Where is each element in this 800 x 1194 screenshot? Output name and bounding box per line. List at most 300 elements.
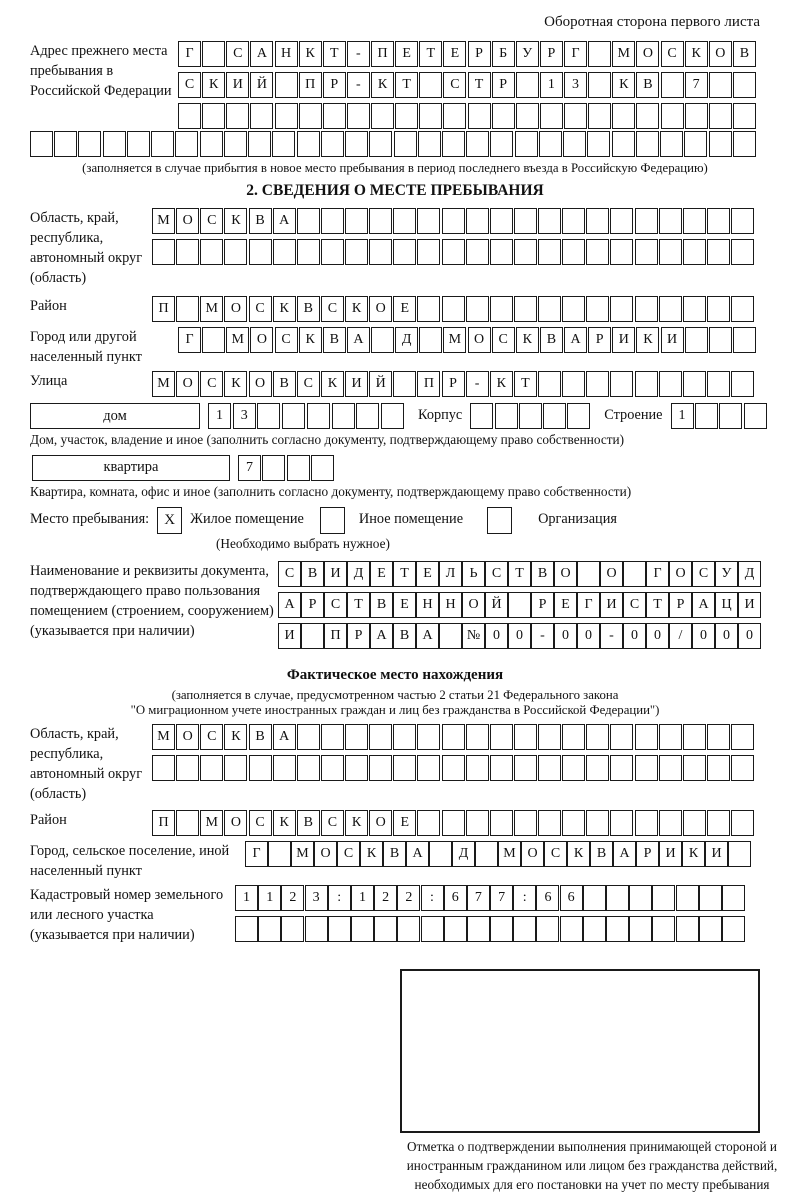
char-cell: /: [669, 623, 692, 649]
char-row: [152, 371, 754, 397]
char-cell: А: [406, 841, 429, 867]
char-cell: С: [226, 41, 249, 67]
char-row: [152, 239, 754, 265]
char-cell: [103, 131, 126, 157]
char-cell: [707, 371, 730, 397]
char-cell: [495, 403, 518, 429]
char-cell: [235, 916, 258, 942]
char-cell: К: [321, 371, 344, 397]
char-cell: [490, 296, 513, 322]
stay-option-label-residential: Жилое помещение: [190, 511, 304, 528]
stay-option-label-organization: Организация: [538, 511, 617, 528]
char-cell: [490, 916, 513, 942]
char-cell: [268, 841, 291, 867]
char-cell: [516, 72, 539, 98]
char-cell: Т: [508, 561, 531, 587]
char-cell: [200, 131, 223, 157]
char-cell: В: [301, 561, 324, 587]
char-cell: М: [226, 327, 249, 353]
char-cell: Ь: [462, 561, 485, 587]
char-cell: [733, 103, 756, 129]
char-cell: О: [224, 296, 247, 322]
char-cell: [587, 131, 610, 157]
char-cell: С: [492, 327, 515, 353]
char-cell: [151, 131, 174, 157]
char-cell: [560, 916, 583, 942]
char-cell: В: [249, 724, 272, 750]
char-cell: В: [590, 841, 613, 867]
char-cell: И: [345, 371, 368, 397]
char-cell: В: [323, 327, 346, 353]
char-cell: [652, 916, 675, 942]
char-cell: [610, 296, 633, 322]
char-cell: П: [324, 623, 347, 649]
char-cell: [707, 810, 730, 836]
char-cell: [538, 810, 561, 836]
char-cell: И: [226, 72, 249, 98]
char-cell: С: [485, 561, 508, 587]
char-cell: [540, 103, 563, 129]
char-cell: [635, 208, 658, 234]
char-cell: 0: [577, 623, 600, 649]
char-cell: Г: [646, 561, 669, 587]
char-cell: [466, 810, 489, 836]
char-cell: С: [249, 810, 272, 836]
char-cell: [369, 131, 392, 157]
char-cell: Л: [439, 561, 462, 587]
char-cell: [612, 103, 635, 129]
prev-address-block: [30, 41, 760, 129]
char-cell: Т: [646, 592, 669, 618]
char-cell: И: [659, 841, 682, 867]
char-cell: 2: [374, 885, 397, 911]
char-cell: К: [202, 72, 225, 98]
char-cell: [202, 103, 225, 129]
char-cell: [371, 327, 394, 353]
char-cell: [321, 208, 344, 234]
section2-title: 2. СВЕДЕНИЯ О МЕСТЕ ПРЕБЫВАНИЯ: [246, 182, 544, 199]
char-cell: [733, 327, 756, 353]
char-cell: [224, 755, 247, 781]
char-cell: 3: [564, 72, 587, 98]
char-cell: [514, 810, 537, 836]
char-cell: И: [661, 327, 684, 353]
char-cell: [395, 103, 418, 129]
char-cell: [466, 208, 489, 234]
stroenie-label: Строение: [604, 407, 663, 423]
house-type-box: дом: [30, 403, 200, 429]
char-cell: [490, 239, 513, 265]
char-cell: [676, 885, 699, 911]
char-cell: [273, 239, 296, 265]
char-cell: [429, 841, 452, 867]
char-cell: [636, 131, 659, 157]
char-cell: [538, 208, 561, 234]
char-cell: [369, 724, 392, 750]
char-cell: С: [321, 296, 344, 322]
char-cell: [442, 208, 465, 234]
char-cell: Й: [485, 592, 508, 618]
char-cell: [297, 724, 320, 750]
char-cell: К: [345, 810, 368, 836]
char-cell: [659, 208, 682, 234]
char-row: [178, 72, 756, 98]
char-cell: [733, 72, 756, 98]
char-cell: М: [152, 371, 175, 397]
char-cell: [514, 239, 537, 265]
char-cell: М: [443, 327, 466, 353]
char-cell: В: [249, 208, 272, 234]
char-cell: Р: [468, 41, 491, 67]
char-cell: Г: [577, 592, 600, 618]
char-cell: 0: [738, 623, 761, 649]
char-cell: [623, 561, 646, 587]
char-cell: С: [544, 841, 567, 867]
char-cell: [419, 103, 442, 129]
char-cell: [731, 208, 754, 234]
char-cell: [709, 131, 732, 157]
doc-block: [30, 561, 760, 661]
char-cell: А: [692, 592, 715, 618]
char-cell: А: [273, 208, 296, 234]
char-cell: [490, 724, 513, 750]
char-cell: С: [443, 72, 466, 98]
char-cell: [176, 810, 199, 836]
char-cell: [629, 916, 652, 942]
char-cell: [588, 72, 611, 98]
char-cell: [586, 239, 609, 265]
char-cell: Р: [492, 72, 515, 98]
char-cell: [381, 403, 404, 429]
char-cell: 2: [397, 885, 420, 911]
char-cell: [610, 810, 633, 836]
char-cell: [249, 755, 272, 781]
char-cell: [30, 131, 53, 157]
char-cell: [345, 208, 368, 234]
char-cell: О: [462, 592, 485, 618]
char-cell: [610, 208, 633, 234]
region-block: [30, 208, 760, 292]
char-cell: С: [661, 41, 684, 67]
char-cell: [321, 131, 344, 157]
char-cell: [683, 755, 706, 781]
char-cell: М: [291, 841, 314, 867]
char-cell: [152, 239, 175, 265]
char-cell: Т: [419, 41, 442, 67]
char-cell: Е: [393, 592, 416, 618]
char-cell: К: [345, 296, 368, 322]
char-cell: Н: [439, 592, 462, 618]
char-cell: [731, 724, 754, 750]
char-cell: -: [531, 623, 554, 649]
char-cell: Г: [245, 841, 268, 867]
char-cell: [661, 72, 684, 98]
house-caption: Дом, участок, владение и иное (заполнить согласно документу, подтверждающему право собственности): [30, 432, 625, 447]
char-cell: [659, 810, 682, 836]
char-cell: [442, 755, 465, 781]
char-row: [245, 841, 745, 867]
char-cell: [417, 724, 440, 750]
char-cell: 1: [208, 403, 231, 429]
char-cell: С: [200, 371, 223, 397]
char-cell: [442, 239, 465, 265]
char-cell: [442, 810, 465, 836]
char-cell: [515, 131, 538, 157]
char-cell: О: [369, 296, 392, 322]
char-cell: К: [273, 810, 296, 836]
char-cell: [728, 841, 751, 867]
page-side-note: Оборотная сторона первого листа: [544, 14, 760, 30]
char-cell: С: [275, 327, 298, 353]
char-cell: [635, 296, 658, 322]
char-cell: О: [224, 810, 247, 836]
char-cell: 0: [508, 623, 531, 649]
char-cell: [513, 916, 536, 942]
char-cell: [176, 755, 199, 781]
doc-label: Наименование и реквизиты документа, подтверждающего право пользования помещением (строением, сооружением) (указывается при наличии): [30, 562, 274, 639]
char-cell: К: [299, 41, 322, 67]
char-cell: [733, 131, 756, 157]
char-row: [178, 327, 756, 353]
char-cell: [393, 371, 416, 397]
char-cell: [475, 841, 498, 867]
char-cell: Й: [250, 72, 273, 98]
char-cell: [442, 131, 465, 157]
char-cell: 2: [281, 885, 304, 911]
char-cell: О: [369, 810, 392, 836]
char-cell: [562, 810, 585, 836]
char-cell: С: [297, 371, 320, 397]
char-cell: Е: [393, 810, 416, 836]
char-cell: [417, 208, 440, 234]
actual-city-block: [30, 841, 760, 883]
char-cell: [467, 916, 490, 942]
checkbox-residential: X: [157, 507, 182, 534]
char-cell: В: [540, 327, 563, 353]
char-cell: [419, 72, 442, 98]
char-cell: 0: [692, 623, 715, 649]
char-row: [152, 724, 754, 750]
char-cell: С: [200, 724, 223, 750]
char-cell: [490, 755, 513, 781]
char-cell: В: [636, 72, 659, 98]
char-cell: С: [692, 561, 715, 587]
char-cell: [685, 103, 708, 129]
street-label: Улица: [30, 373, 68, 389]
char-cell: [273, 755, 296, 781]
char-cell: [538, 239, 561, 265]
actual-location-note-1: (заполняется в случае, предусмотренном частью 2 статьи 21 Федерального закона: [171, 687, 619, 702]
char-cell: [707, 208, 730, 234]
char-cell: Т: [347, 592, 370, 618]
char-cell: [683, 296, 706, 322]
char-cell: В: [297, 296, 320, 322]
char-cell: [586, 724, 609, 750]
actual-location-title: Фактическое место нахождения: [286, 666, 504, 683]
confirmation-stamp-box: [400, 969, 760, 1133]
char-cell: [152, 755, 175, 781]
char-cell: [610, 755, 633, 781]
char-cell: [345, 131, 368, 157]
char-cell: [612, 131, 635, 157]
char-cell: Д: [738, 561, 761, 587]
char-cell: [490, 208, 513, 234]
char-cell: [659, 239, 682, 265]
char-cell: И: [600, 592, 623, 618]
char-cell: В: [393, 623, 416, 649]
char-cell: Р: [347, 623, 370, 649]
char-cell: О: [554, 561, 577, 587]
char-cell: Т: [323, 41, 346, 67]
char-cell: [659, 755, 682, 781]
char-cell: [442, 724, 465, 750]
street-block: [30, 371, 760, 397]
char-cell: О: [176, 371, 199, 397]
char-cell: [470, 403, 493, 429]
char-cell: [248, 131, 271, 157]
char-cell: 6: [560, 885, 583, 911]
char-cell: [538, 296, 561, 322]
char-cell: [562, 239, 585, 265]
char-cell: [683, 724, 706, 750]
char-cell: Д: [347, 561, 370, 587]
char-cell: А: [613, 841, 636, 867]
char-cell: К: [490, 371, 513, 397]
char-cell: [519, 403, 542, 429]
char-cell: [54, 131, 77, 157]
char-cell: [417, 810, 440, 836]
char-cell: [468, 103, 491, 129]
char-cell: [257, 403, 280, 429]
char-cell: Р: [588, 327, 611, 353]
char-cell: 6: [444, 885, 467, 911]
char-cell: [699, 916, 722, 942]
char-cell: А: [273, 724, 296, 750]
char-cell: [224, 239, 247, 265]
char-cell: [586, 810, 609, 836]
char-cell: [345, 755, 368, 781]
char-cell: И: [324, 561, 347, 587]
char-cell: [369, 208, 392, 234]
char-cell: Н: [416, 592, 439, 618]
char-cell: [369, 239, 392, 265]
stroenie-cells: [671, 403, 767, 429]
char-cell: [660, 131, 683, 157]
char-cell: К: [636, 327, 659, 353]
char-cell: Е: [416, 561, 439, 587]
stay-type-row: [30, 507, 760, 534]
char-cell: 0: [554, 623, 577, 649]
char-row: [152, 296, 754, 322]
actual-region-block: [30, 724, 760, 806]
char-cell: 1: [258, 885, 281, 911]
char-cell: [287, 455, 310, 481]
char-cell: [538, 371, 561, 397]
char-cell: [371, 103, 394, 129]
stay-option-label-other: Иное помещение: [358, 511, 464, 528]
char-cell: Т: [395, 72, 418, 98]
char-cell: [442, 296, 465, 322]
char-cell: П: [152, 296, 175, 322]
char-cell: Р: [531, 592, 554, 618]
char-cell: [351, 916, 374, 942]
char-cell: 0: [646, 623, 669, 649]
char-row: [278, 592, 755, 618]
char-cell: [707, 755, 730, 781]
char-cell: Е: [443, 41, 466, 67]
char-cell: [356, 403, 379, 429]
char-cell: Р: [540, 41, 563, 67]
char-cell: К: [516, 327, 539, 353]
char-cell: [661, 103, 684, 129]
char-cell: [275, 103, 298, 129]
checkbox-other-premises: [320, 507, 345, 534]
char-cell: [311, 455, 334, 481]
char-cell: М: [498, 841, 521, 867]
char-cell: [683, 810, 706, 836]
char-cell: [659, 724, 682, 750]
char-cell: Р: [636, 841, 659, 867]
char-cell: О: [636, 41, 659, 67]
char-cell: П: [417, 371, 440, 397]
char-cell: 7: [467, 885, 490, 911]
cadastre-label: Кадастровый номер земельного или лесного участка (указывается при наличии): [30, 886, 224, 943]
char-cell: С: [200, 208, 223, 234]
char-cell: К: [273, 296, 296, 322]
char-cell: -: [347, 41, 370, 67]
char-cell: [635, 810, 658, 836]
char-cell: [466, 755, 489, 781]
char-cell: О: [249, 371, 272, 397]
char-cell: [466, 239, 489, 265]
char-cell: [635, 724, 658, 750]
char-cell: [699, 885, 722, 911]
char-cell: [275, 72, 298, 98]
char-cell: Р: [442, 371, 465, 397]
char-cell: Д: [395, 327, 418, 353]
char-cell: [709, 327, 732, 353]
char-cell: Т: [514, 371, 537, 397]
char-cell: [683, 208, 706, 234]
district-block: [30, 296, 760, 322]
stamp-caption: Отметка о подтверждении выполнения принимающей стороной и иностранным гражданином или лицом без гражданства действий, необходимых для его постановки на учет по месту пребывания: [406, 1138, 778, 1193]
char-cell: [539, 131, 562, 157]
char-cell: И: [705, 841, 728, 867]
char-cell: В: [733, 41, 756, 67]
char-row: [278, 623, 753, 649]
char-cell: [635, 371, 658, 397]
char-cell: К: [371, 72, 394, 98]
char-cell: [722, 885, 745, 911]
char-cell: М: [612, 41, 635, 67]
char-cell: [176, 239, 199, 265]
char-cell: [490, 810, 513, 836]
char-cell: [731, 239, 754, 265]
char-cell: [707, 239, 730, 265]
char-cell: 6: [536, 885, 559, 911]
char-cell: [417, 296, 440, 322]
char-cell: [332, 403, 355, 429]
char-cell: [297, 755, 320, 781]
char-cell: И: [612, 327, 635, 353]
char-cell: К: [567, 841, 590, 867]
prev-address-caption: (заполняется в случае прибытия в новое место пребывания в период последнего въезда в Российскую Федерацию): [82, 161, 708, 175]
korpus-label: Корпус: [418, 407, 463, 423]
char-cell: С: [178, 72, 201, 98]
char-cell: [250, 103, 273, 129]
char-cell: [731, 371, 754, 397]
actual-district-block: [30, 810, 760, 836]
